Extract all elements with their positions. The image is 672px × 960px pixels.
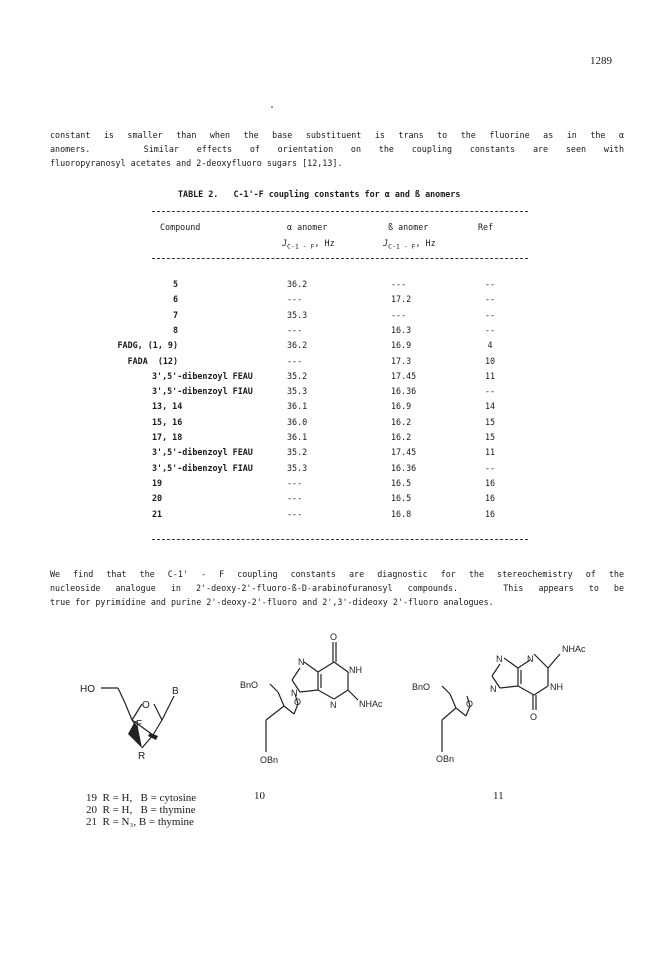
cell-ref: -- [484,462,496,473]
paragraph-1 [50,128,624,170]
table-row [0,340,672,355]
paragraph-line: constant is smaller than when the base substituent is trans to the fluorine as in the α [50,130,624,140]
cell-ref: 4 [487,340,493,351]
cell-beta-j: 16.5 [391,493,412,504]
label-nhac: NHAc [562,644,586,654]
cell-ref: 16 [484,493,496,504]
label-r: R [138,751,146,762]
structure-11 [412,640,586,778]
cell-beta-j: 17.45 [391,370,417,381]
table-row [0,325,672,340]
cell-beta-j: 17.2 [391,294,412,305]
table-title: TABLE 2. C-1'-F coupling constants for α and ß anomers [178,189,461,199]
paragraph-line: true for pyrimidine and purine 2'-deoxy-2'-fluoro and 2',3'-dideoxy 2'-fluoro analogues. [50,597,494,607]
cell-beta-j: 17.45 [391,447,417,458]
caption-line: 21 R = N₃, B = thymine [86,816,194,828]
cell-compound: 7 [172,309,178,320]
cell-beta-j: 16.8 [391,508,412,519]
table-row [0,447,672,462]
cell-ref: 11 [484,447,496,458]
cell-compound: 8 [172,324,178,335]
paragraph-2 [50,567,624,609]
cell-alpha-j: 35.3 [287,462,308,473]
table-row [0,463,672,478]
cell-alpha-j: 35.2 [287,447,308,458]
cell-alpha-j: --- [287,493,303,504]
table-row [0,279,672,294]
cell-beta-j: 16.5 [391,477,412,488]
label-ring-o: O [466,699,474,709]
label-obn: OBn [436,754,455,764]
cell-ref: -- [484,279,496,289]
cell-alpha-j: 36.1 [287,432,308,442]
cell-alpha-j: 35.3 [287,309,308,320]
label-ho: HO [80,684,95,695]
label-b: B [172,686,179,697]
label-n9: N [291,688,298,698]
header-alpha-anomer: α anomer [287,222,328,232]
table-row [0,371,672,386]
cell-compound: 3',5'-dibenzoyl FIAU [152,462,253,473]
cell-compound: 3',5'-dibenzoyl FEAU [152,447,253,458]
header-j-beta: $J_{C-1 - F}$, Hz [383,238,436,251]
cell-alpha-j: 36.2 [287,279,308,289]
caption-line: 19 R = H, B = cytosine [86,792,197,804]
table-row [0,478,672,493]
cell-alpha-j: 36.2 [287,340,308,351]
table-row [0,356,672,371]
label-nh: NH [550,682,563,692]
label-carbonyl-o: O [530,712,538,722]
table-rule-header [152,258,528,259]
table-rule-bottom [152,539,528,540]
structure-caption [86,792,196,828]
paragraph-line: We find that the C-1' - F coupling constants are diagnostic for the stereochemistry of the [50,569,624,579]
speck-mark [271,106,273,108]
cell-alpha-j: --- [287,477,303,488]
cell-alpha-j: --- [287,508,303,519]
label-carbonyl-o: O [330,632,338,642]
cell-beta-j: 17.3 [391,355,412,366]
table-row [0,401,672,416]
cell-alpha-j: 36.0 [287,416,308,427]
header-compound: Compound [160,222,201,232]
label-bno: BnO [412,682,431,692]
structure-10 [240,632,410,778]
cell-compound: 20 [152,493,163,504]
cell-compound: 3',5'-dibenzoyl FEAU [152,370,253,381]
cell-beta-j: --- [391,279,407,289]
cell-compound: 15, 16 [152,416,183,427]
cell-beta-j: 16.2 [391,432,412,442]
label-n7: N [298,657,305,667]
header-j-alpha: $J_{C-1 - F}$, Hz [282,238,335,251]
label-n9: N [490,684,497,694]
cell-beta-j: 16.36 [391,462,417,473]
cell-ref: -- [484,386,496,397]
cell-compound: 17, 18 [152,432,183,442]
cell-compound: 5 [172,279,178,289]
cell-compound: 3',5'-dibenzoyl FIAU [152,386,253,397]
cell-ref: 15 [484,432,496,442]
cell-ref: 11 [484,370,496,381]
table-row [0,417,672,432]
cell-alpha-j: 35.2 [287,370,308,381]
cell-ref: 10 [484,355,496,366]
structure-10-label: 10 [254,790,265,802]
label-bno: BnO [240,680,259,690]
cell-ref: -- [484,294,496,305]
cell-ref: 16 [484,477,496,488]
table-row [0,310,672,325]
cell-alpha-j: 35.3 [287,386,308,397]
cell-beta-j: 16.2 [391,416,412,427]
structure-fluoro-sugar [78,668,218,778]
table-row [0,432,672,447]
cell-ref: 15 [484,416,496,427]
cell-compound: FADG, (1, 9) [117,340,178,351]
table-rule-top [152,211,528,212]
cell-alpha-j: 36.1 [287,401,308,412]
caption-line: 20 R = H, B = thymine [86,804,196,816]
label-ring-o: O [294,697,302,707]
label-n3: N [330,700,337,710]
structure-11-label: 11 [493,790,504,802]
header-beta-anomer: ß anomer [388,222,429,232]
header-ref: Ref [478,222,494,232]
paragraph-line: fluoropyranosyl acetates and 2-deoxyfluoro sugars [12,13]. [50,158,343,168]
cell-compound: FADA (12) [127,355,178,366]
label-ring-o: O [142,700,150,711]
cell-alpha-j: --- [287,355,303,366]
cell-beta-j: --- [391,309,407,320]
paragraph-line: nucleoside analogue in 2'-deoxy-2'-fluoro-ß-D-arabinofuranosyl compounds. This appears to be [50,583,624,593]
cell-alpha-j: --- [287,294,303,305]
cell-ref: -- [484,324,496,335]
label-obn: OBn [260,755,279,765]
cell-compound: 6 [172,294,178,305]
cell-beta-j: 16.9 [391,340,412,351]
table-row [0,509,672,524]
page-number: 1289 [590,55,612,67]
cell-compound: 13, 14 [152,401,183,412]
label-n7: N [496,654,503,664]
table-row [0,294,672,309]
cell-compound: 21 [152,508,163,519]
cell-beta-j: 16.9 [391,401,412,412]
cell-beta-j: 16.3 [391,324,412,335]
table-row [0,493,672,508]
cell-compound: 19 [152,477,163,488]
cell-ref: 16 [484,508,496,519]
label-f: F [136,719,143,730]
cell-ref: 14 [484,401,496,412]
cell-alpha-j: --- [287,324,303,335]
paragraph-line: anomers. Similar effects of orientation on the coupling constants are seen with [50,144,624,154]
cell-beta-j: 16.36 [391,386,417,397]
table-row [0,386,672,401]
label-nhac: NHAc [359,699,383,709]
label-n1: N [527,654,534,664]
label-nh: NH [349,665,362,675]
cell-ref: -- [484,309,496,320]
